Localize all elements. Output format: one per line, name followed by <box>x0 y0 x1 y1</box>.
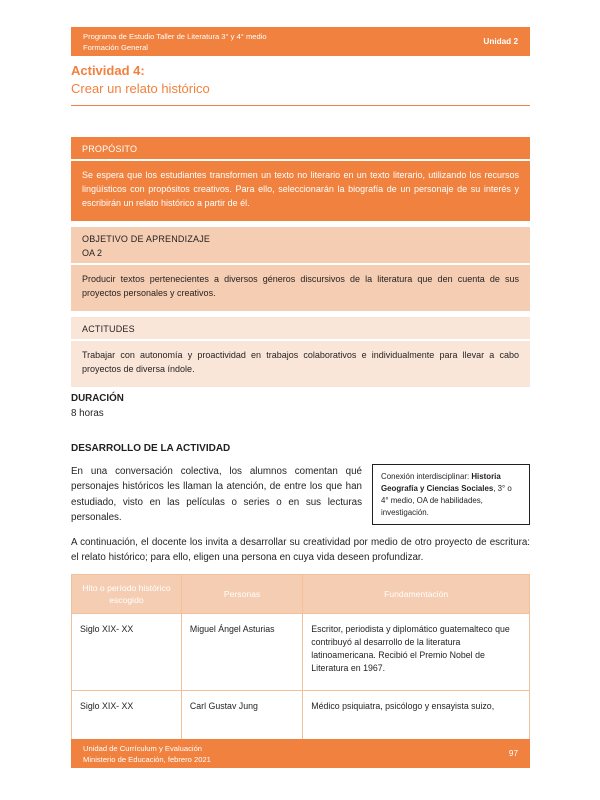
proposito-heading: PROPÓSITO <box>82 144 138 154</box>
col-header-personas: Personas <box>181 574 302 613</box>
objetivo-box <box>71 227 530 311</box>
col-header-fundamentacion: Fundamentación <box>303 574 530 613</box>
proposito-heading-strip <box>71 137 530 161</box>
footer-publisher-info <box>83 743 211 765</box>
activity-info-boxes <box>71 137 530 393</box>
actitudes-heading: ACTITUDES <box>82 323 135 334</box>
actitudes-heading-strip <box>71 317 530 341</box>
interdisciplinary-note-box <box>372 464 530 525</box>
proposito-box <box>71 137 530 221</box>
activity-title: Crear un relato histórico <box>71 80 210 96</box>
cell-persona: Carl Gustav Jung <box>181 690 302 739</box>
duracion-heading: DURACIÓN <box>71 393 124 404</box>
col-header-hito: Hito o período histórico escogido <box>72 574 182 613</box>
actitudes-body-strip <box>71 341 530 387</box>
footer-line-1: Unidad de Currículum y Evaluación <box>83 743 203 753</box>
cell-hito: Siglo XIX- XX <box>72 690 182 739</box>
cell-hito: Siglo XIX- XX <box>72 613 182 690</box>
note-prefix: Conexión interdisciplinar: <box>381 472 472 481</box>
page-number: 97 <box>508 749 518 758</box>
example-table <box>71 574 530 740</box>
header-program-info <box>83 31 267 53</box>
proposito-text: Se espera que los estudiantes transformen un texto no literario en un texto literario, utilizando los recursos lingüísticos con propósitos creativos. Para ello, seleccionarán la biografía de un personaje de su interés y escribirán un relato histórico a partir de él. <box>82 170 519 208</box>
proposito-body-strip <box>71 161 530 221</box>
cell-fundamentacion: Médico psiquiatra, psicólogo y ensayista suizo, <box>303 690 530 739</box>
note-subject: Historia Geografía y Ciencias Sociales <box>381 472 501 493</box>
duracion-value: 8 horas <box>71 407 104 419</box>
header-program-subtitle: Formación General <box>83 42 148 52</box>
cell-fundamentacion: Escritor, periodista y diplomático guatemalteco que contribuyó al desarrollo de la literatura latinoamericana. Recibió el Premio Nobel de Literatura en 1967. <box>303 613 530 690</box>
objetivo-body-strip <box>71 265 530 311</box>
objetivo-code: OA 2 <box>82 247 103 258</box>
desarrollo-row <box>71 464 530 526</box>
page-header-bar <box>71 27 530 56</box>
table-row <box>72 690 530 739</box>
cell-persona: Miguel Ángel Asturias <box>181 613 302 690</box>
desarrollo-section <box>71 443 530 740</box>
title-divider <box>71 105 530 106</box>
objetivo-heading-strip <box>71 227 530 265</box>
activity-title-block <box>71 62 530 106</box>
objetivo-heading: OBJETIVO DE APRENDIZAJE <box>82 233 211 244</box>
footer-line-2: Ministerio de Educación, febrero 2021 <box>83 754 211 764</box>
desarrollo-paragraph-1: En una conversación colectiva, los alumnos comentan qué personajes históricos les llaman la atención, de entre los que han estudiado, visto en las películas o series o en sus lecturas personales. <box>71 466 362 524</box>
actitudes-box <box>71 317 530 387</box>
table-row <box>72 613 530 690</box>
desarrollo-paragraph-2: A continuación, el docente los invita a desarrollar su creatividad por medio de otro proyecto de escritura: el relato histórico; para ello, eligen una persona en cuya vida deseen profundizar. <box>71 536 530 564</box>
activity-number: Actividad 4: <box>71 63 145 78</box>
table-header-row <box>72 574 530 613</box>
page-footer-bar <box>71 739 530 768</box>
actitudes-text: Trabajar con autonomía y proactividad en trabajos colaborativos e individualmente para llevar a cabo proyectos de diversa índole. <box>82 349 519 374</box>
desarrollo-heading: DESARROLLO DE LA ACTIVIDAD <box>71 443 231 454</box>
header-program-title: Programa de Estudio Taller de Literatura 3° y 4° medio <box>83 31 267 41</box>
header-unit-label: Unidad 2 <box>483 37 518 46</box>
objetivo-text: Producir textos pertenecientes a diversos géneros discursivos de la literatura que den cuenta de sus proyectos personales y creativos. <box>82 273 519 298</box>
note-suffix: , 3° o 4° medio, OA de habilidades, investigación. <box>381 483 512 517</box>
duracion-section <box>71 392 530 421</box>
